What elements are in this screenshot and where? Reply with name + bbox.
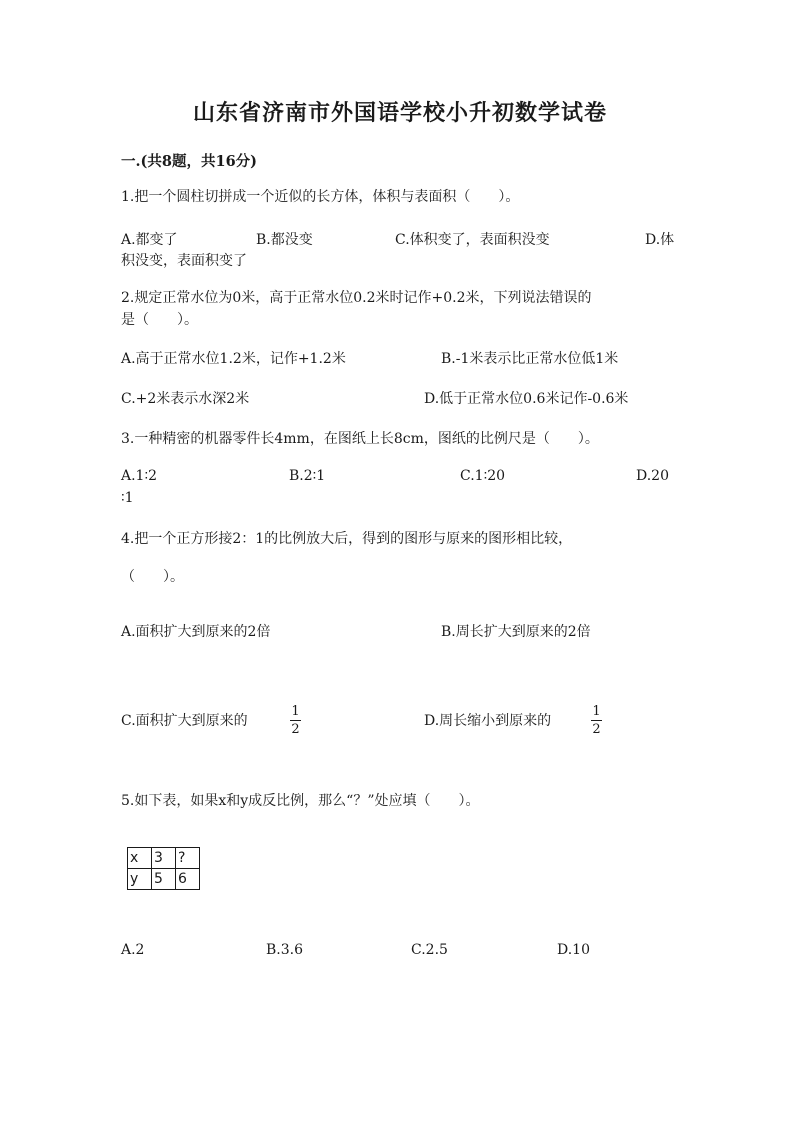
fraction-denominator: 2 (291, 722, 300, 737)
question-5-option-b: B.3.6 (266, 942, 304, 958)
question-3-option-c: C.1∶20 (460, 468, 506, 484)
question-4-option-c-fraction (290, 704, 301, 737)
question-5-option-a: A.2 (121, 942, 145, 958)
question-4-option-a: A.面积扩大到原来的2倍 (121, 624, 271, 640)
table-cell: x (128, 848, 152, 869)
question-3-stem: 3.一种精密的机器零件长4mm，在图纸上长8cm，图纸的比例尺是（ ）。 (121, 431, 599, 447)
question-2-stem-line2: 是（ ）。 (121, 312, 198, 328)
question-1-option-d-wrap: 积没变，表面积变了 (121, 253, 247, 269)
table-cell: 5 (152, 869, 176, 890)
question-2-stem-line1: 2.规定正常水位为0米，高于正常水位0.2米时记作+0.2米，下列说法错误的 (121, 290, 592, 306)
question-5-stem: 5.如下表，如果x和y成反比例，那么“？”处应填（ ）。 (121, 793, 480, 809)
question-2-option-b: B.-1米表示比正常水位低1米 (441, 351, 619, 367)
question-3-option-a: A.1∶2 (121, 468, 158, 484)
question-1-option-d: D.体 (645, 232, 675, 248)
question-4-stem-line1: 4.把一个正方形接2：1的比例放大后，得到的图形与原来的图形相比较， (121, 531, 573, 547)
question-1-option-a: A.都变了 (121, 232, 178, 248)
question-4-stem-line2: （ ）。 (121, 569, 184, 585)
table-row (128, 848, 200, 869)
question-1-stem: 1.把一个圆柱切拼成一个近似的长方体，体积与表面积（ ）。 (121, 189, 520, 205)
question-2-option-a: A.高于正常水位1.2米，记作+1.2米 (121, 351, 346, 367)
question-4-option-c: C.面积扩大到原来的 (121, 713, 248, 729)
table-cell: ? (176, 848, 200, 869)
question-5-option-d: D.10 (557, 942, 590, 958)
fraction-numerator: 1 (592, 704, 601, 719)
question-5-option-c: C.2.5 (411, 942, 448, 958)
table-cell: y (128, 869, 152, 890)
question-4-option-b: B.周长扩大到原来的2倍 (441, 624, 591, 640)
page-title: 山东省济南市外国语学校小升初数学试卷 (192, 100, 607, 126)
question-4-option-d-fraction (591, 704, 602, 737)
fraction-bar (290, 720, 301, 721)
question-4-option-d: D.周长缩小到原来的 (424, 713, 552, 729)
fraction-denominator: 2 (592, 722, 601, 737)
question-1-option-b: B.都没变 (256, 232, 313, 248)
question-2-option-c: C.+2米表示水深2米 (121, 391, 250, 407)
table-cell: 6 (176, 869, 200, 890)
table-cell: 3 (152, 848, 176, 869)
fraction-numerator: 1 (291, 704, 300, 719)
question-1-option-c: C.体积变了，表面积没变 (395, 232, 550, 248)
question-3-option-d-wrap: ∶1 (121, 490, 134, 506)
question-3-option-b: B.2∶1 (289, 468, 326, 484)
table-row (128, 869, 200, 890)
question-3-option-d: D.20 (636, 468, 669, 484)
question-2-option-d: D.低于正常水位0.6米记作-0.6米 (424, 391, 629, 407)
fraction-bar (591, 720, 602, 721)
xy-table (127, 847, 200, 890)
section-heading: 一.(共8题，共16分) (121, 153, 258, 170)
